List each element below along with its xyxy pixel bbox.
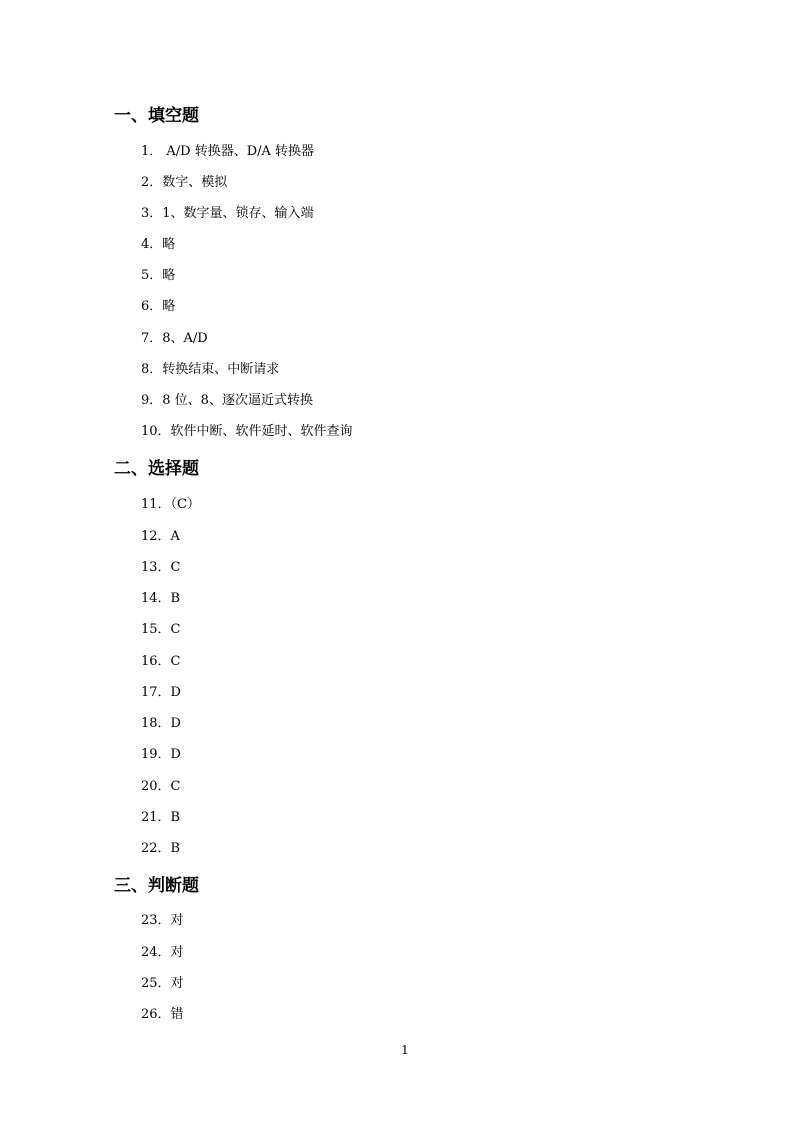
- section-heading-multiple-choice: 二、选择题: [114, 459, 199, 479]
- answer-item: 4．略: [141, 237, 176, 252]
- answer-item: 3．1、数字量、锁存、输入端: [141, 206, 314, 221]
- section-heading-true-false: 三、判断题: [114, 876, 199, 896]
- answer-item: 1． A/D 转换器、D/A 转换器: [141, 144, 315, 159]
- answer-item: 23．对: [141, 913, 184, 928]
- answer-item: 21．B: [141, 810, 181, 825]
- answer-item: 11．（C）: [141, 497, 200, 512]
- page-number: 1: [401, 1043, 409, 1057]
- answer-item: 10．软件中断、软件延时、软件查询: [141, 424, 353, 439]
- answer-item: 5．略: [141, 268, 176, 283]
- answer-item: 2．数字、模拟: [141, 175, 228, 190]
- answer-item: 22．B: [141, 841, 181, 856]
- answer-item: 9．8 位、8、逐次逼近式转换: [141, 393, 313, 408]
- answer-item: 17．D: [141, 685, 181, 700]
- answer-item: 8．转换结束、中断请求: [141, 362, 280, 377]
- answer-item: 26．错: [141, 1007, 184, 1022]
- answer-item: 13．C: [141, 560, 181, 575]
- answer-item: 14．B: [141, 591, 181, 606]
- answer-item: 6．略: [141, 299, 176, 314]
- answer-item: 20．C: [141, 779, 181, 794]
- answer-item: 24．对: [141, 945, 184, 960]
- answer-item: 16．C: [141, 654, 181, 669]
- answer-item: 7．8、A/D: [141, 331, 208, 346]
- answer-item: 25．对: [141, 976, 184, 991]
- answer-item: 15．C: [141, 622, 181, 637]
- answer-item: 19．D: [141, 747, 181, 762]
- answer-item: 12．A: [141, 529, 180, 544]
- section-heading-fill-in: 一、填空题: [114, 106, 199, 126]
- answer-item: 18．D: [141, 716, 181, 731]
